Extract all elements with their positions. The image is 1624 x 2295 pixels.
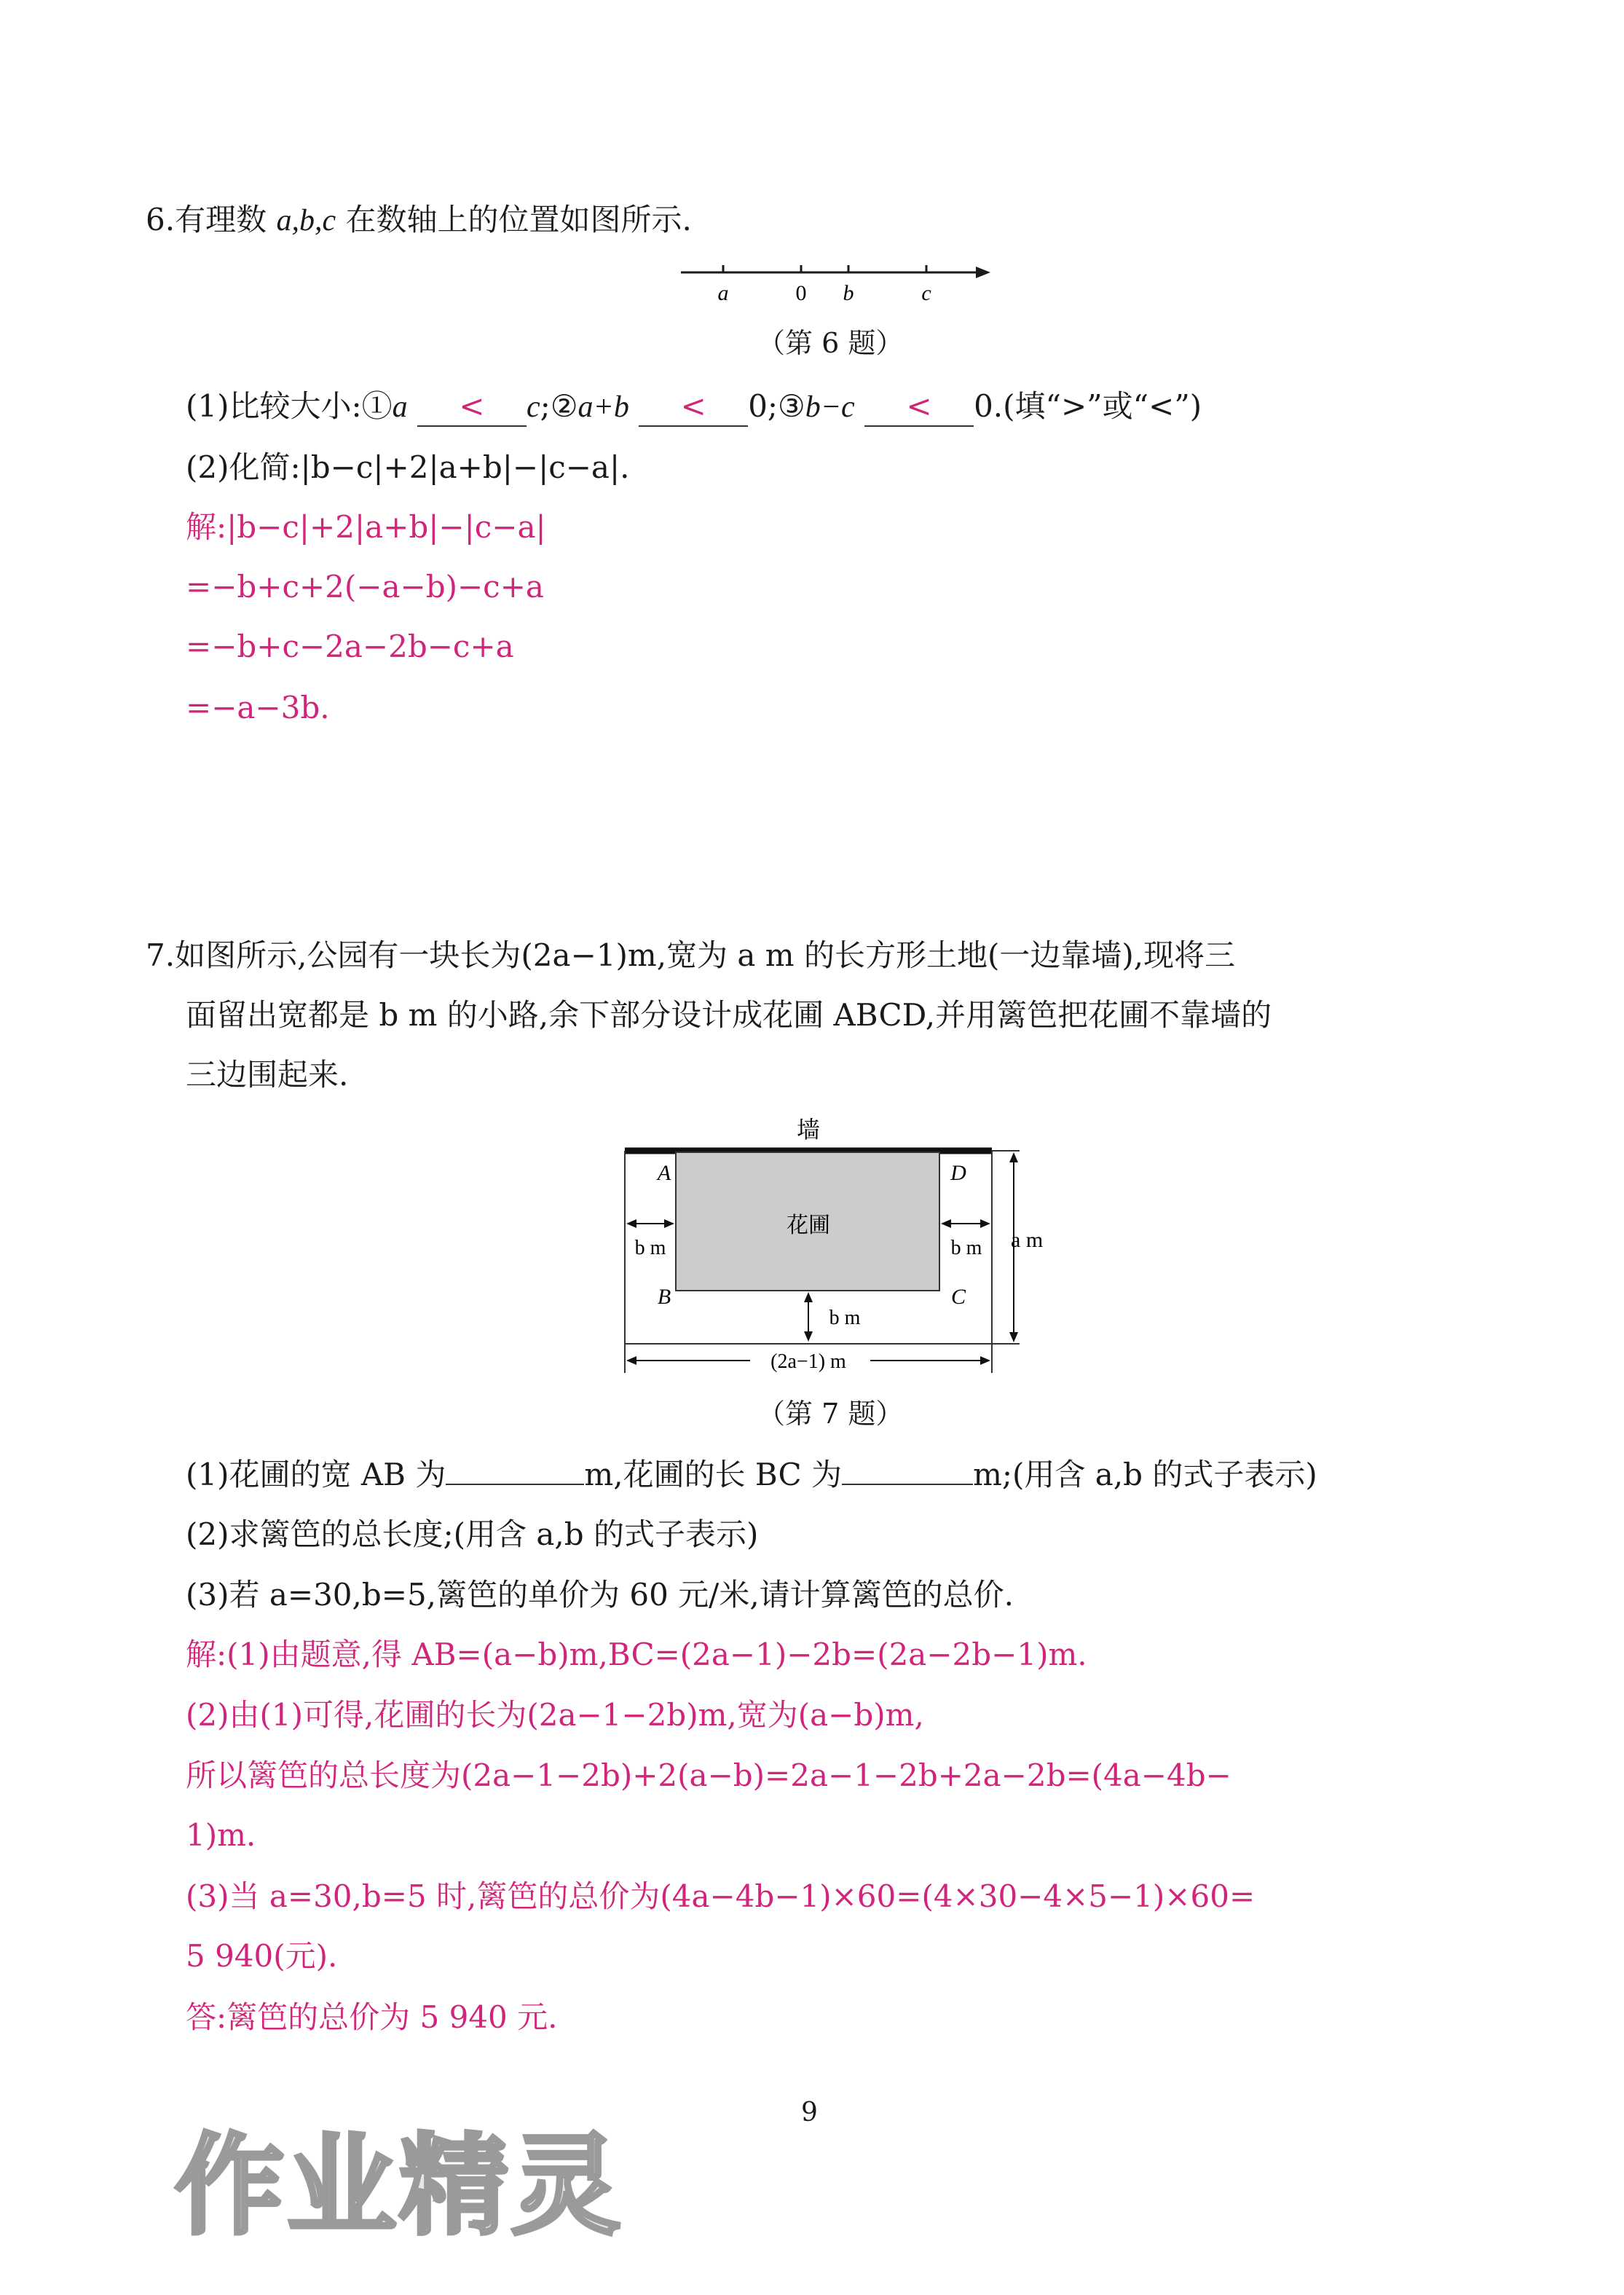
q7-stem-line-2: 面留出宽都是 b m 的小路,余下部分设计成花圃 ABCD,并用篱笆把花圃不靠墙的 bbox=[186, 997, 1272, 1033]
wall-label: 墙 bbox=[796, 1116, 821, 1143]
answer-blank-2: < bbox=[639, 387, 748, 427]
q7-solution-line-7: 答:篱笆的总价为 5 940 元. bbox=[186, 1999, 558, 2035]
left-arrowhead-1 bbox=[626, 1219, 636, 1228]
vertex-A: A bbox=[657, 1161, 671, 1185]
bottom-arrowhead-2 bbox=[804, 1331, 813, 1342]
label-b: b bbox=[843, 281, 854, 305]
label-a: a bbox=[717, 281, 729, 305]
left-arrowhead-2 bbox=[664, 1219, 674, 1228]
length-arrowhead-2 bbox=[980, 1356, 990, 1365]
q7-solution-line-4: 1)m. bbox=[186, 1817, 256, 1853]
q7-blank-1 bbox=[446, 1484, 584, 1485]
q7-solution-line-3: 所以篱笆的总长度为(2a−1−2b)+2(a−b)=2a−1−2b+2a−2b=(4a−4b− bbox=[186, 1757, 1231, 1793]
right-arrowhead-1 bbox=[941, 1219, 951, 1228]
q6-part2: (2)化简:|b−c|+2|a+b|−|c−a|. bbox=[186, 449, 630, 485]
watermark-logo: 作业精灵 bbox=[175, 2123, 624, 2250]
length-arrowhead-1 bbox=[626, 1356, 636, 1365]
right-arrowhead-2 bbox=[980, 1219, 990, 1228]
q7-part3: (3)若 a=30,b=5,篱笆的单价为 60 元/米,请计算篱笆的总价. bbox=[186, 1577, 1014, 1613]
q7-stem-line-3: 三边围起来. bbox=[186, 1057, 349, 1093]
bottom-arrowhead-1 bbox=[804, 1292, 813, 1302]
left-width-label: b m bbox=[634, 1237, 666, 1259]
vertex-C: C bbox=[950, 1285, 966, 1309]
q7-caption: （第 7 题） bbox=[757, 1398, 904, 1430]
q7-part2: (2)求篱笆的总长度;(用含 a,b 的式子表示) bbox=[186, 1516, 759, 1552]
bottom-width-label: b m bbox=[829, 1307, 861, 1329]
q7-solution-line-2: (2)由(1)可得,花圃的长为(2a−1−2b)m,宽为(a−b)m, bbox=[186, 1697, 924, 1733]
label-c: c bbox=[921, 281, 931, 305]
length-label: (2a−1) m bbox=[770, 1350, 846, 1373]
answer-blank-1: < bbox=[417, 387, 527, 427]
height-label: a m bbox=[1011, 1228, 1044, 1252]
q6-solution-line-3: =−b+c−2a−2b−c+a bbox=[186, 629, 514, 664]
q7-part1: (1)花圃的宽 AB 为 m,花圃的长 BC 为 m;(用含 a,b 的式子表示) bbox=[186, 1457, 1317, 1492]
garden-label: 花圃 bbox=[787, 1213, 830, 1238]
q6-solution-line-4: =−a−3b. bbox=[186, 690, 330, 725]
right-width-label: b m bbox=[950, 1237, 982, 1259]
vertex-D: D bbox=[950, 1161, 966, 1185]
vertex-B: B bbox=[657, 1285, 671, 1309]
q7-solution-line-1: 解:(1)由题意,得 AB=(a−b)m,BC=(2a−1)−2b=(2a−2b−1)m. bbox=[186, 1637, 1087, 1672]
page-number: 9 bbox=[801, 2098, 818, 2127]
q6-caption: （第 6 题） bbox=[757, 327, 904, 359]
q6-stem: 6.有理数 a,b,c 在数轴上的位置如图所示. bbox=[146, 202, 692, 237]
height-arrowhead-2 bbox=[1009, 1332, 1018, 1342]
answer-blank-3: < bbox=[864, 387, 974, 427]
q6-part1: (1)比较大小:①a < c;②a+b < 0;③b−c < 0.(填“>”或“<”) bbox=[186, 385, 1202, 429]
q7-solution-line-6: 5 940(元). bbox=[186, 1938, 338, 1974]
q7-stem-line-1: 7.如图所示,公园有一块长为(2a−1)m,宽为 a m 的长方形土地(一边靠墙),现将三 bbox=[146, 937, 1236, 973]
q7-solution-line-5: (3)当 a=30,b=5 时,篱笆的总价为(4a−4b−1)×60=(4×30−4×5−1)×60= bbox=[186, 1878, 1256, 1914]
height-arrowhead-1 bbox=[1009, 1152, 1018, 1162]
q7-blank-2 bbox=[842, 1484, 973, 1485]
q6-solution-line-2: =−b+c+2(−a−b)−c+a bbox=[186, 569, 544, 605]
label-0: 0 bbox=[795, 281, 807, 305]
q6-solution-line-1: 解:|b−c|+2|a+b|−|c−a| bbox=[186, 509, 546, 545]
